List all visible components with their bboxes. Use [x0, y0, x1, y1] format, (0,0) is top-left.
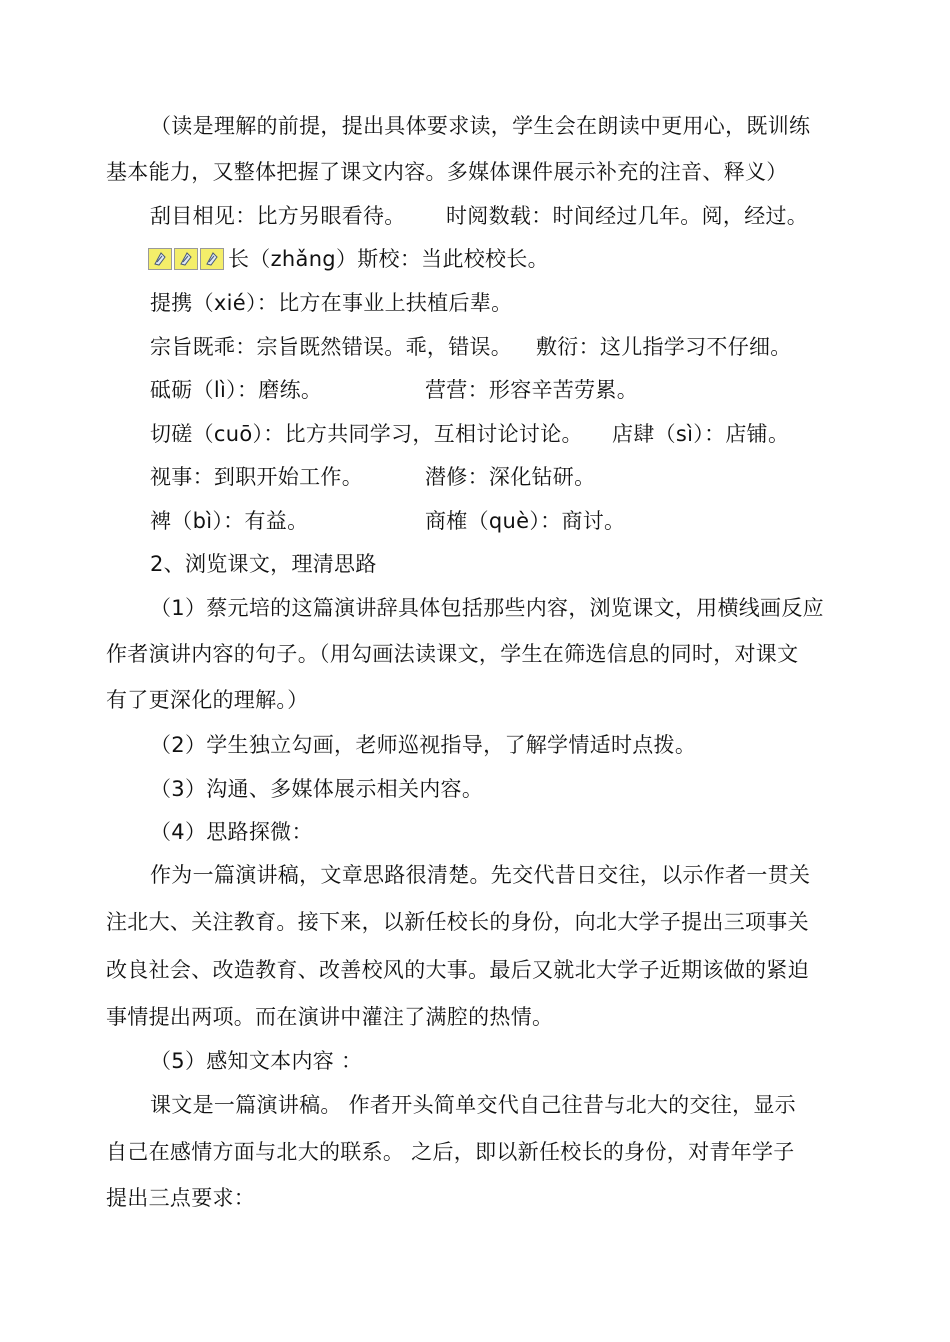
placeholder-icon	[148, 248, 172, 270]
glossary-row	[150, 463, 850, 491]
glossary-row	[150, 420, 850, 448]
paragraph-line: 课文是一篇演讲稿。 作者开头简单交代自己往昔与北大的交往，显示	[150, 1093, 796, 1117]
glossary-entry: 敷衍：这儿指学习不仔细。	[536, 335, 792, 359]
glossary-row	[150, 507, 850, 535]
paragraph-line: 注北大、关注教育。接下来，以新任校长的身份，向北大学子提出三项事关	[106, 910, 809, 934]
glossary-row: 提携（xié）：比方在事业上扶植后辈。	[150, 291, 513, 315]
glossary-entry: 宗旨既乖：宗旨既然错误。乖，错误。	[150, 335, 513, 359]
glossary-row	[150, 376, 850, 404]
glossary-entry: 切磋（cuō）：比方共同学习，互相讨论讨论。	[150, 422, 583, 446]
paragraph-line: 作为一篇演讲稿，文章思路很清楚。先交代昔日交往，以示作者一贯关	[150, 863, 811, 887]
placeholder-icons	[148, 244, 226, 272]
paragraph-line: 事情提出两项。而在演讲中灌注了满腔的热情。	[106, 1005, 554, 1029]
paragraph-line: 改良社会、改造教育、改善校风的大事。最后又就北大学子近期该做的紧迫	[106, 958, 809, 982]
glossary-entry: 刮目相见：比方另眼看待。	[150, 204, 406, 228]
paragraph-line: 提出三点要求：	[106, 1186, 256, 1210]
glossary-entry: 时阅数载：时间经过几年。阅，经过。	[446, 204, 809, 228]
paragraph-line: 自己在感情方面与北大的联系。 之后，即以新任校长的身份，对青年学子	[106, 1140, 795, 1164]
glossary-entry: 长（zhǎng）斯校：当此校校长。	[228, 247, 549, 271]
glossary-row	[148, 245, 549, 274]
paragraph-line: 基本能力，又整体把握了课文内容。多媒体课件展示补充的注音、释义）	[106, 160, 788, 184]
glossary-entry: 裨（bì）：有益。	[150, 509, 309, 533]
list-item: （2）学生独立勾画，老师巡视指导，了解学情适时点拨。	[150, 733, 697, 757]
list-item: （3）沟通、多媒体展示相关内容。	[150, 777, 484, 801]
glossary-row	[150, 202, 850, 230]
section-heading: 2、浏览课文，理清思路	[150, 552, 377, 576]
glossary-entry: 营营：形容辛苦劳累。	[425, 378, 638, 402]
paragraph-line: 有了更深化的理解。）	[106, 688, 309, 712]
list-item: （5）感知文本内容 ：	[150, 1049, 363, 1073]
paragraph-line: 作者演讲内容的句子。（用勾画法读课文，学生在筛选信息的同时，对课文	[106, 642, 799, 666]
glossary-entry: 砥砺（lì）：磨练。	[150, 378, 323, 402]
glossary-entry: 视事：到职开始工作。	[150, 465, 363, 489]
glossary-entry: 潜修：深化钻研。	[425, 465, 596, 489]
glossary-entry: 店肆（sì）：店铺。	[612, 422, 790, 446]
paragraph-line: （读是理解的前提，提出具体要求读，学生会在朗读中更用心，既训练	[150, 114, 811, 138]
glossary-entry: 商榷（què）：商讨。	[425, 509, 626, 533]
placeholder-icon	[200, 248, 224, 270]
glossary-row	[150, 333, 850, 361]
placeholder-icon	[174, 248, 198, 270]
list-item: （4）思路探微：	[150, 820, 313, 844]
paragraph-line: （1）蔡元培的这篇演讲辞具体包括那些内容，浏览课文，用横线画反应	[150, 596, 824, 620]
